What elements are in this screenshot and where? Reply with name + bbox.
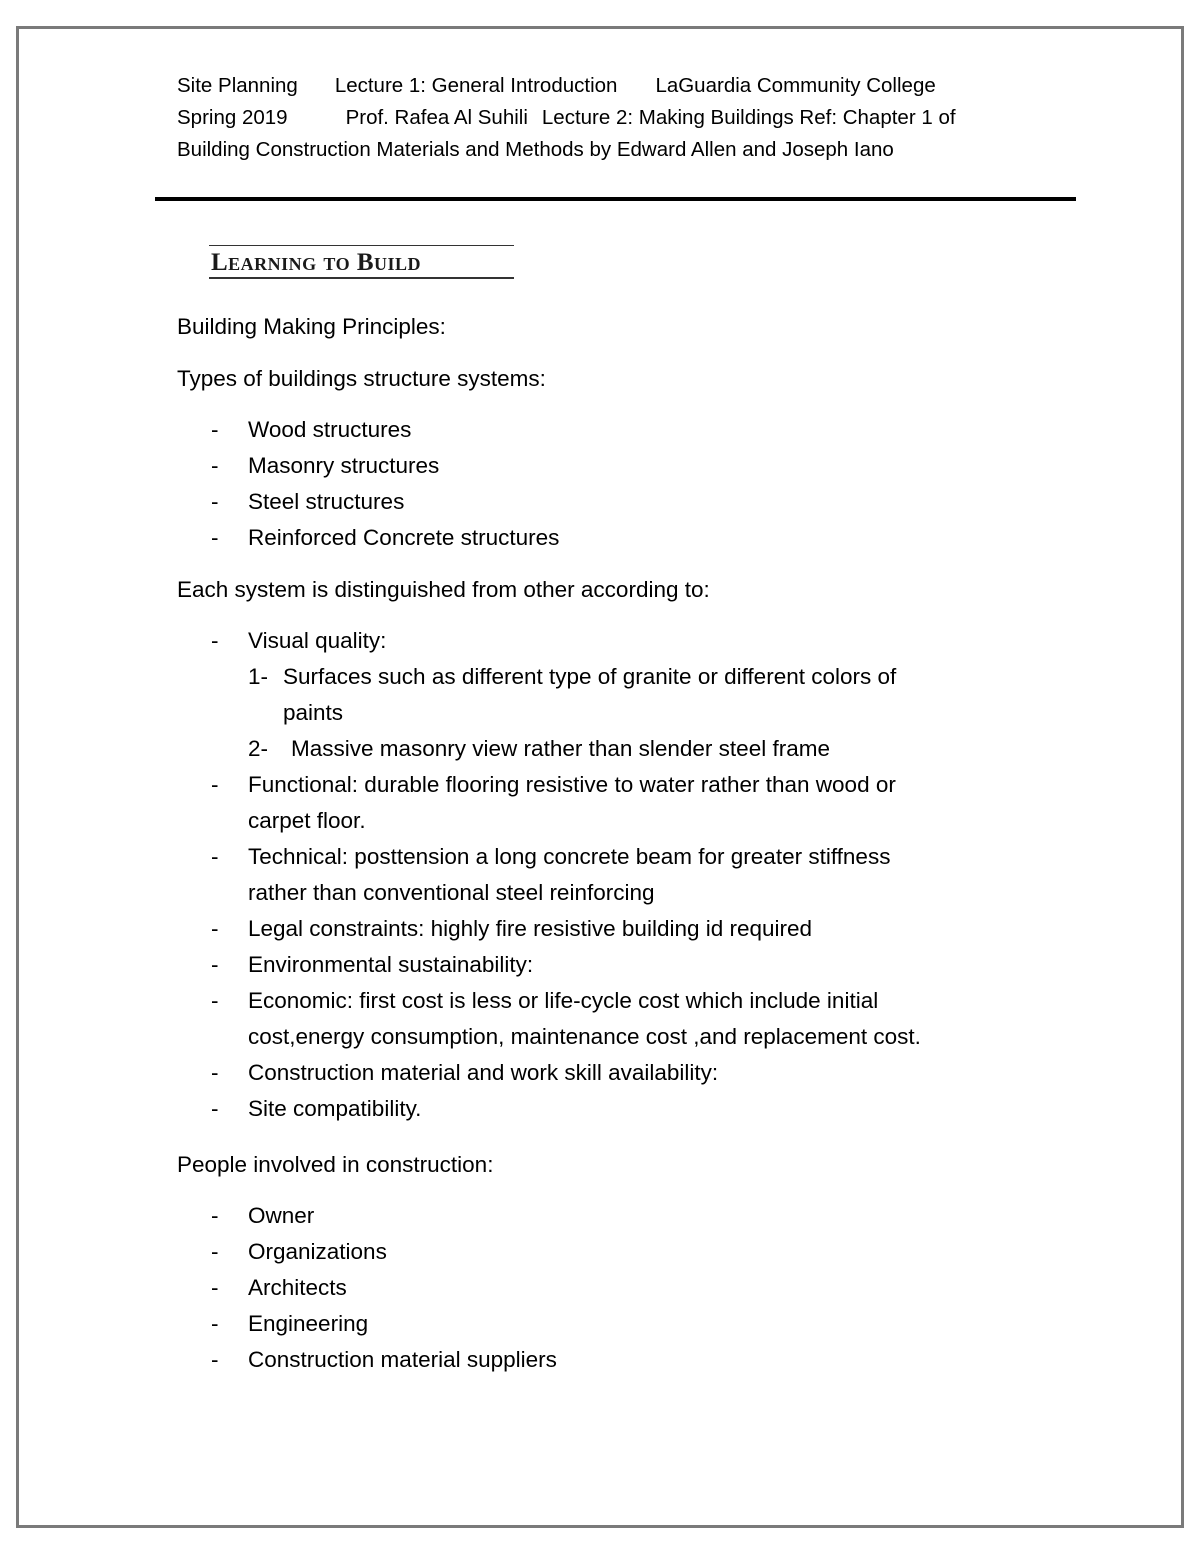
list-item-text: Environmental sustainability: — [248, 952, 534, 977]
document-header — [177, 70, 1057, 166]
sub-item-text: Surfaces such as different type of granite or different colors of — [283, 664, 897, 689]
list-item-text: Architects — [248, 1275, 347, 1300]
college-name: LaGuardia Community College — [655, 74, 936, 97]
list-item — [177, 448, 1057, 484]
list-item-text: Wood structures — [248, 417, 412, 442]
header-divider — [155, 197, 1076, 201]
list-item — [177, 1198, 1057, 1234]
list-item-text: Economic: first cost is less or life-cycle cost which include initial — [248, 988, 879, 1013]
types-heading: Types of buildings structure systems: — [177, 366, 546, 391]
lecture-2-reference: Lecture 2: Making Buildings Ref: Chapter 1 of — [541, 106, 956, 129]
list-item-text: Site compatibility. — [248, 1096, 422, 1121]
bullet-dash: - — [211, 988, 219, 1013]
bullet-dash: - — [211, 1060, 219, 1085]
list-item-functional — [177, 767, 1057, 839]
header-line-3 — [177, 134, 1057, 166]
bullet-dash: - — [211, 1275, 219, 1300]
header-line-1 — [177, 70, 1057, 102]
bullet-dash: - — [211, 489, 219, 514]
list-item-text: Construction material and work skill availability: — [248, 1060, 719, 1085]
sub-item-number: 2- — [248, 736, 269, 761]
bullet-dash: - — [211, 525, 219, 550]
sub-item-number: 1- — [248, 664, 269, 689]
list-item-text: Construction material suppliers — [248, 1347, 557, 1372]
list-item-text: Reinforced Concrete structures — [248, 525, 560, 550]
bullet-dash: - — [211, 844, 219, 869]
sub-item-2 — [177, 731, 1057, 767]
bullet-dash: - — [211, 417, 219, 442]
list-item-technical — [177, 839, 1057, 911]
bullet-dash: - — [211, 628, 219, 653]
bullet-dash: - — [211, 1203, 219, 1228]
sub-item-text-continued: paints — [283, 700, 344, 725]
section-title-box — [209, 245, 514, 279]
list-item — [177, 1342, 1057, 1378]
bullet-dash: - — [211, 952, 219, 977]
list-item-text: Steel structures — [248, 489, 405, 514]
bullet-dash: - — [211, 1347, 219, 1372]
criteria-list — [177, 623, 1057, 1127]
list-item-visual — [177, 623, 1057, 659]
list-item-text-continued: carpet floor. — [248, 808, 366, 833]
list-item-text-continued: rather than conventional steel reinforcing — [248, 880, 655, 905]
list-item-site — [177, 1091, 1057, 1127]
list-item — [177, 1270, 1057, 1306]
list-item-environmental — [177, 947, 1057, 983]
people-list — [177, 1198, 1057, 1378]
bullet-dash: - — [211, 1096, 219, 1121]
people-heading: People involved in construction: — [177, 1152, 494, 1177]
semester: Spring 2019 — [177, 106, 288, 129]
criteria-heading: Each system is distinguished from other according to: — [177, 577, 710, 602]
bullet-dash: - — [211, 772, 219, 797]
list-item-text: Engineering — [248, 1311, 369, 1336]
list-item — [177, 1306, 1057, 1342]
list-item — [177, 412, 1057, 448]
list-item-text: Masonry structures — [248, 453, 440, 478]
section-title: Learning to Build — [211, 249, 422, 276]
list-item — [177, 484, 1057, 520]
book-reference: Building Construction Materials and Methods by Edward Allen and Joseph Iano — [177, 138, 894, 161]
bullet-dash: - — [211, 453, 219, 478]
professor-name: Prof. Rafea Al Suhili — [345, 106, 528, 129]
list-item-text: Technical: posttension a long concrete beam for greater stiffness — [248, 844, 891, 869]
list-item-text: Functional: durable flooring resistive to water rather than wood or — [248, 772, 896, 797]
list-item-text: Visual quality: — [248, 628, 387, 653]
structure-types-list — [177, 412, 1057, 556]
list-item-economic — [177, 983, 1057, 1055]
list-item-text-continued: cost,energy consumption, maintenance cost ,and replacement cost. — [248, 1024, 921, 1049]
sub-item-text: Massive masonry view rather than slender steel frame — [291, 736, 830, 761]
header-line-2 — [177, 102, 1057, 134]
bullet-dash: - — [211, 916, 219, 941]
list-item — [177, 1234, 1057, 1270]
list-item-material — [177, 1055, 1057, 1091]
lecture-1-title: Lecture 1: General Introduction — [334, 74, 618, 97]
list-item-text: Owner — [248, 1203, 315, 1228]
list-item-legal — [177, 911, 1057, 947]
principles-heading: Building Making Principles: — [177, 314, 446, 339]
course-name: Site Planning — [177, 74, 298, 97]
bullet-dash: - — [211, 1311, 219, 1336]
list-item — [177, 520, 1057, 556]
list-item-text: Legal constraints: highly fire resistive building id required — [248, 916, 813, 941]
sub-item-1 — [177, 659, 1057, 731]
list-item-text: Organizations — [248, 1239, 387, 1264]
bullet-dash: - — [211, 1239, 219, 1264]
